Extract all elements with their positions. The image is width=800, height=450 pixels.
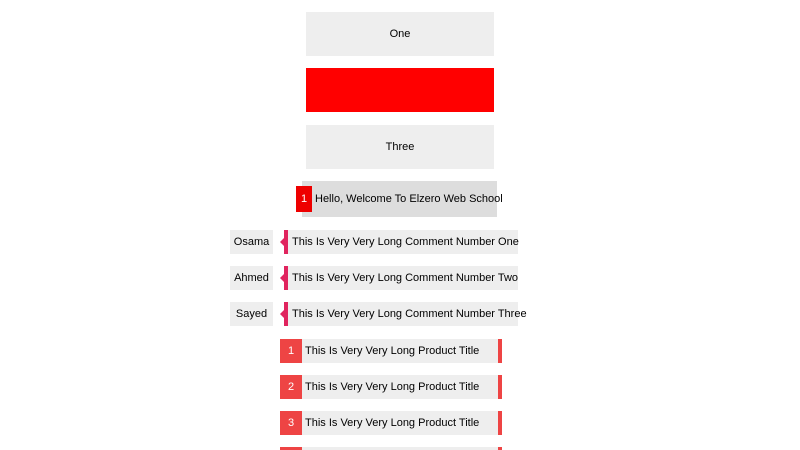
product-item xyxy=(280,411,502,435)
box-one xyxy=(306,12,494,56)
box-one-label: One xyxy=(389,28,411,40)
product-accent-edge xyxy=(498,339,502,363)
box-two xyxy=(306,68,494,112)
product-title: This Is Very Very Long Product Title xyxy=(302,375,498,399)
comment-item xyxy=(230,230,518,254)
product-item xyxy=(280,339,502,363)
comment-user: Osama xyxy=(230,230,273,254)
welcome-number-badge: 1 xyxy=(296,186,312,212)
product-number-badge: 1 xyxy=(280,339,302,363)
comment-user: Sayed xyxy=(230,302,273,326)
comment-text: This Is Very Very Long Comment Number Three xyxy=(288,302,518,326)
comment-item xyxy=(230,266,518,290)
product-item xyxy=(280,375,502,399)
product-title: This Is Very Very Long Product Title xyxy=(302,339,498,363)
box-three xyxy=(306,125,494,169)
box-three-label: Three xyxy=(385,141,415,153)
product-accent-edge xyxy=(498,411,502,435)
welcome-text: Hello, Welcome To Elzero Web School xyxy=(315,193,503,205)
comment-user: Ahmed xyxy=(230,266,273,290)
product-title: This Is Very Very Long Product Title xyxy=(302,411,498,435)
product-accent-edge xyxy=(498,375,502,399)
comment-text: This Is Very Very Long Comment Number One xyxy=(288,230,518,254)
comment-text: This Is Very Very Long Comment Number Two xyxy=(288,266,518,290)
welcome-banner xyxy=(296,181,503,217)
product-number-badge: 2 xyxy=(280,375,302,399)
comment-item xyxy=(230,302,527,326)
product-number-badge: 3 xyxy=(280,411,302,435)
